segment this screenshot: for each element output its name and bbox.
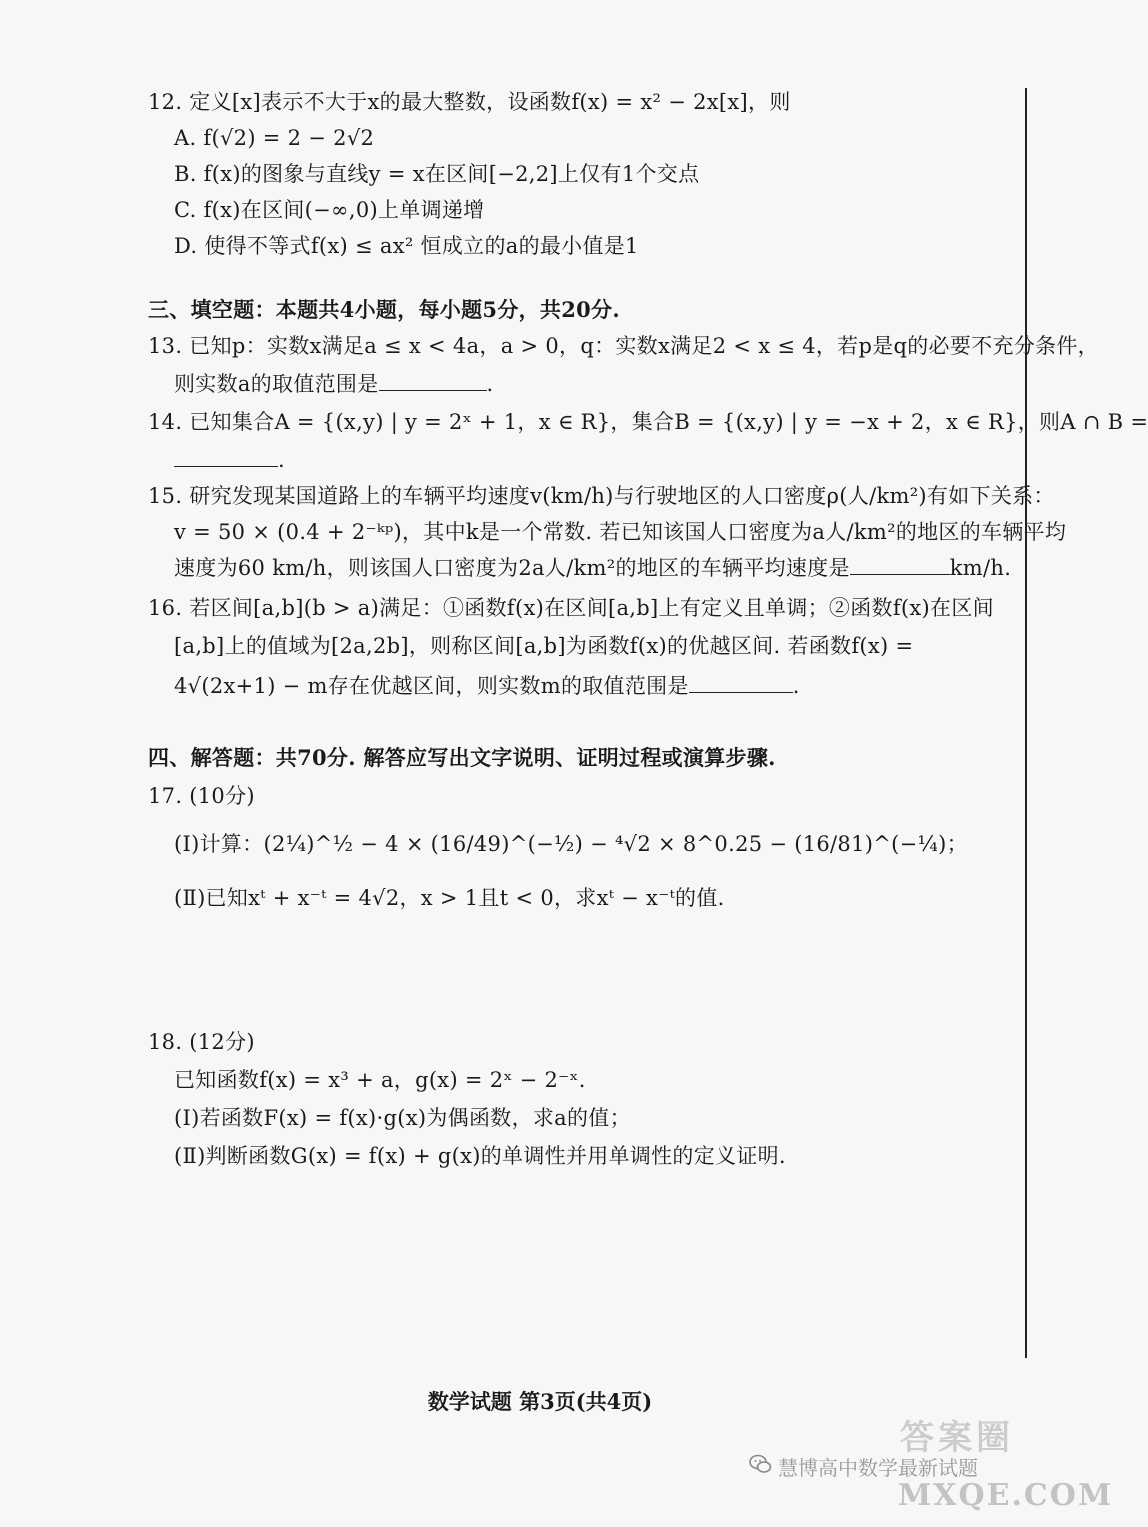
q16-text: 4√(2x+1) − m存在优越区间，则实数m的取值范围是: [174, 674, 689, 698]
watermark-logo: 答案圈: [900, 1418, 1014, 1458]
q13-answer-blank[interactable]: [379, 370, 487, 391]
watermark-site: MXQE.COM: [898, 1478, 1114, 1513]
wechat-icon: [748, 1452, 772, 1476]
q18-part-1: (Ⅰ)若函数F(x) = f(x)·g(x)为偶函数，求a的值；: [174, 1106, 631, 1130]
q15-line-1: 15. 研究发现某国道路上的车辆平均速度v(km/h)与行驶地区的人口密度ρ(人/km²)有如下关系：: [148, 484, 1055, 508]
q16-line-1: 16. 若区间[a,b](b > a)满足：①函数f(x)在区间[a,b]上有定义且单调；②函数f(x)在区间: [148, 596, 994, 620]
q18-heading: 18. (12分): [148, 1030, 255, 1054]
q13-line-2: [174, 370, 494, 398]
q15-line-2: v = 50 × (0.4 + 2⁻ᵏᵖ)，其中k是一个常数. 若已知该国人口密度为a人/km²的地区的车辆平均: [174, 520, 1067, 544]
q14-line-1: 14. 已知集合A = {(x,y) | y = 2ˣ + 1，x ∈ R}，集合B = {(x,y) | y = −x + 2，x ∈ R}，则A ∩ B =: [148, 410, 1148, 434]
q13-line-1: 13. 已知p：实数x满足a ≤ x < 4a，a > 0，q：实数x满足2 < x ≤ 4，若p是q的必要不充分条件，: [148, 334, 1099, 358]
section-3-heading: 三、填空题：本题共4小题，每小题5分，共20分.: [148, 297, 620, 322]
q12-option-d: D. 使得不等式f(x) ≤ ax² 恒成立的a的最小值是1: [174, 234, 639, 258]
q12-option-c: C. f(x)在区间(−∞,0)上单调递增: [174, 198, 485, 222]
q16-line-3: [174, 672, 800, 700]
q15-line-3: [174, 554, 1011, 582]
q16-period: .: [792, 674, 800, 698]
q14-answer-blank[interactable]: [174, 446, 278, 467]
watermark-account: 慧博高中数学最新试题: [778, 1456, 978, 1480]
page-footer: 数学试题 第3页(共4页): [427, 1389, 653, 1414]
q17-heading: 17. (10分): [148, 784, 255, 808]
q14-period: .: [278, 448, 285, 472]
q12-option-a: A. f(√2) = 2 − 2√2: [174, 126, 375, 150]
q13-text: 则实数a的取值范围是: [174, 372, 379, 396]
q16-answer-blank[interactable]: [689, 672, 793, 693]
q17-part-1: (Ⅰ)计算：(2¼)^½ − 4 × (16/49)^(−½) − ⁴√2 × 8^0.25 − (16/81)^(−¼)；: [174, 832, 968, 856]
q18-part-2: (Ⅱ)判断函数G(x) = f(x) + g(x)的单调性并用单调性的定义证明.: [174, 1144, 786, 1168]
q17-part-2: (Ⅱ)已知xᵗ + x⁻ᵗ = 4√2，x > 1且t < 0，求xᵗ − x⁻ᵗ的值.: [174, 886, 725, 910]
q18-stem: 已知函数f(x) = x³ + a，g(x) = 2ˣ − 2⁻ˣ.: [174, 1068, 586, 1092]
q12-stem: 12. 定义[x]表示不大于x的最大整数，设函数f(x) = x² − 2x[x]，则: [148, 90, 791, 114]
q12-option-b: B. f(x)的图象与直线y = x在区间[−2,2]上仅有1个交点: [174, 162, 700, 186]
q13-period: .: [486, 372, 494, 396]
q14-line-2: [174, 446, 285, 474]
q15-answer-blank[interactable]: [850, 554, 950, 575]
right-margin-rule: [1025, 88, 1027, 1358]
section-4-heading: 四、解答题：共70分. 解答应写出文字说明、证明过程或演算步骤.: [148, 745, 776, 770]
q15-unit: km/h.: [949, 556, 1012, 580]
q16-line-2: [a,b]上的值域为[2a,2b]，则称区间[a,b]为函数f(x)的优越区间. 若函数f(x) =: [174, 634, 914, 658]
q15-text: 速度为60 km/h，则该国人口密度为2a人/km²的地区的车辆平均速度是: [174, 556, 850, 580]
